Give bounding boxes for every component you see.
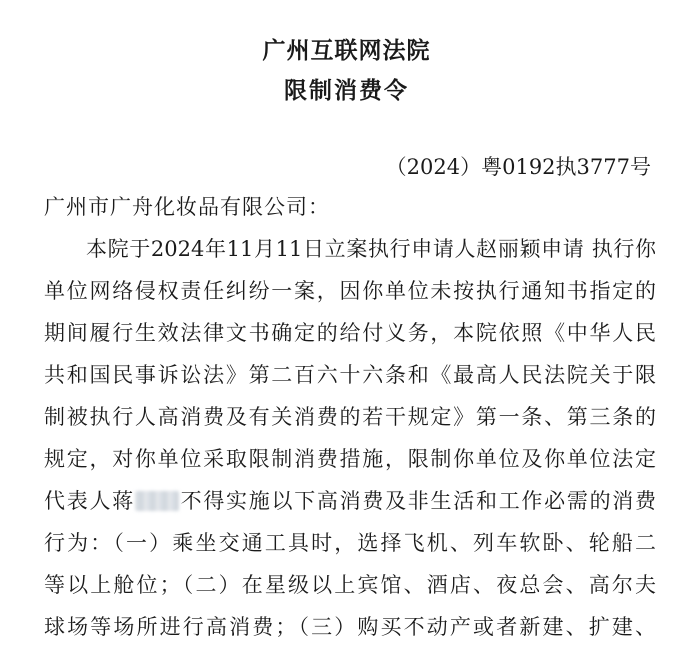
body-line-7-start: 代表人蒋 xyxy=(44,489,135,513)
body-text xyxy=(44,232,656,652)
document-title: 限制消费令 xyxy=(284,78,409,104)
body-line-7-end: 不得实施以下高消费及非生活和工作必需的消费 xyxy=(178,489,657,513)
addressee: 广州市广舟化妆品有限公司： xyxy=(44,195,330,219)
court-name: 广州互联网法院 xyxy=(262,38,431,64)
case-number: （2024）粤0192执3777号 xyxy=(385,155,651,179)
redacted-name xyxy=(135,491,179,511)
body-line-4: 共和国民事诉讼法》第二百六十六条和《最高人民法院关于限 xyxy=(44,363,656,387)
body-line-1: 本院于2024年11月11日立案执行申请人赵丽颖申请 执行你 xyxy=(86,237,656,261)
body-line-6: 规定，对你单位采取限制消费措施，限制你单位及你单位法定 xyxy=(44,447,656,471)
body-line-2: 单位网络侵权责任纠纷一案，因你单位未按执行通知书指定的 xyxy=(44,279,656,303)
body-line-8: 行为：（一）乘坐交通工具时，选择飞机、列车软卧、轮船二 xyxy=(44,531,656,555)
body-line-3: 期间履行生效法律文书确定的给付义务，本院依照《中华人民 xyxy=(44,321,656,345)
body-line-10: 球场等场所进行高消费；（三）购买不动产或者新建、扩建、 xyxy=(44,615,656,639)
body-line-9: 等以上舱位；（二）在星级以上宾馆、酒店、夜总会、高尔夫 xyxy=(44,573,656,597)
body-line-5: 制被执行人高消费及有关消费的若干规定》第一条、第三条的 xyxy=(44,405,656,429)
body-line-7 xyxy=(44,484,656,526)
